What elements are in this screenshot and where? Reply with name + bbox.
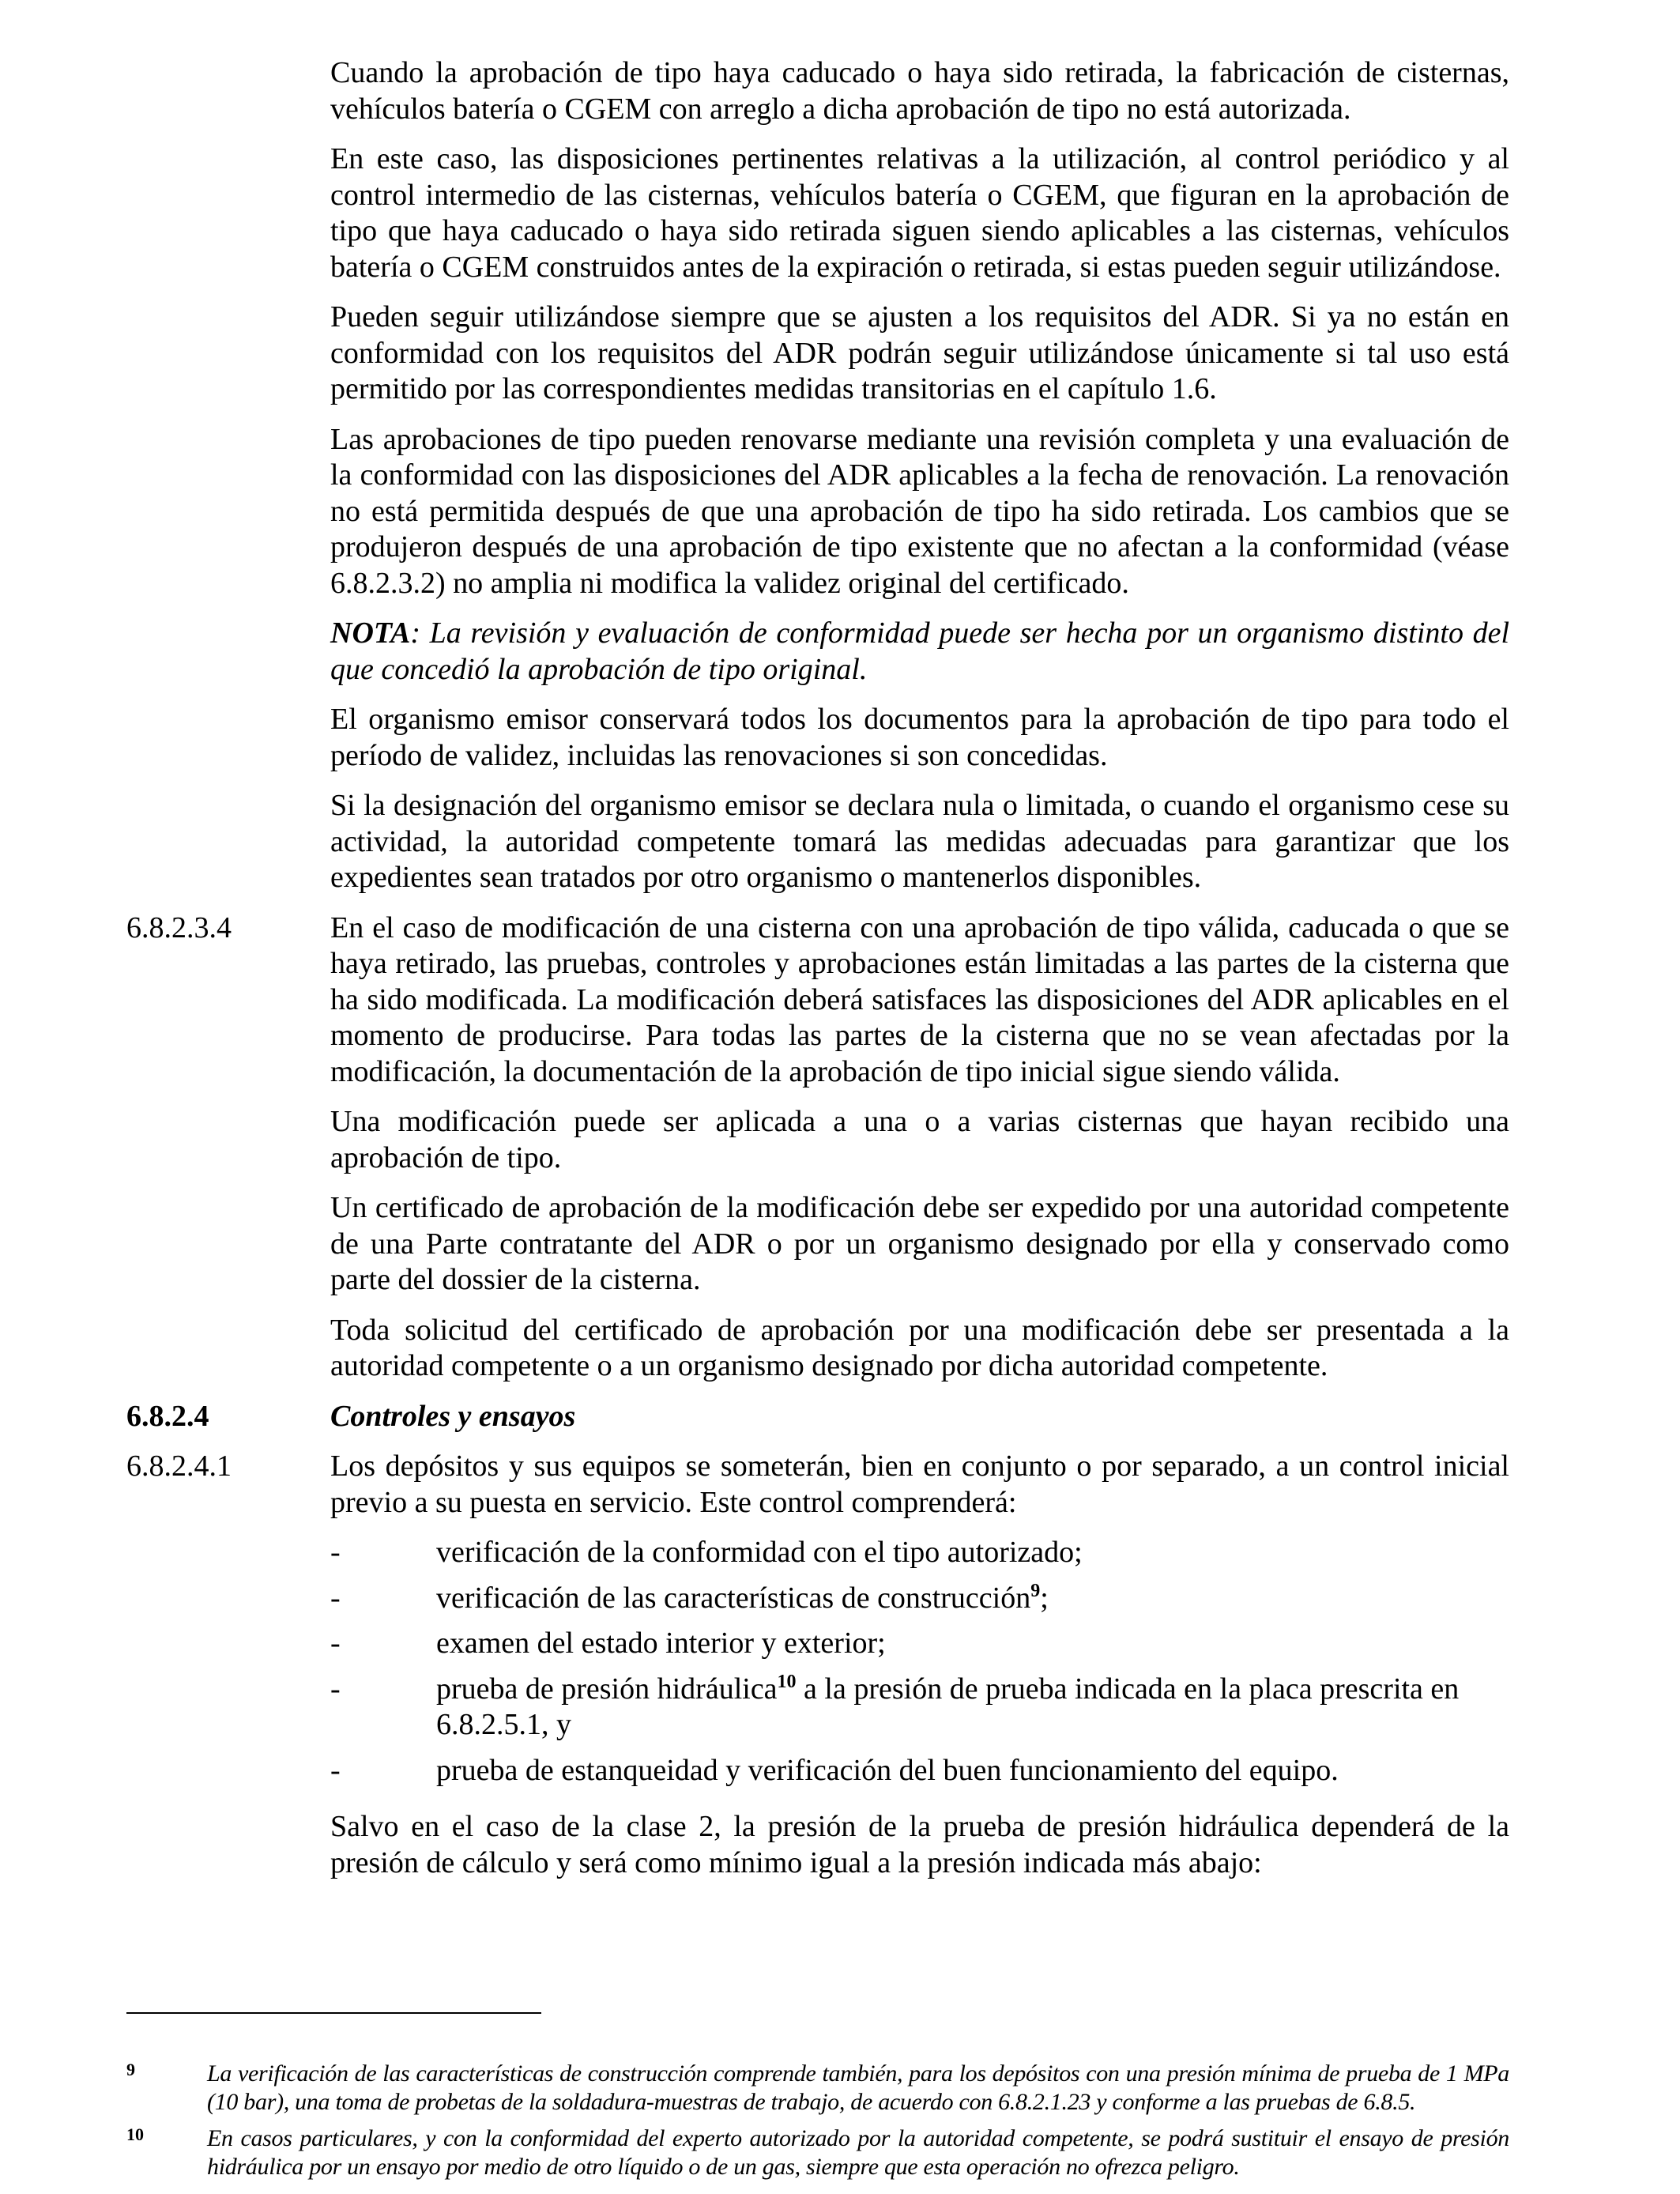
paragraph: Cuando la aprobación de tipo haya caducado o haya sido retirada, la fabricación de cisternas, vehículos batería o CGEM con arreglo a dicha aprobación de tipo no está autorizada. [330,56,1509,126]
list-item [330,1753,1509,1789]
section-6-8-2-4-1 [126,1449,1509,1521]
section-6-8-2-3-4 [126,910,1509,1091]
bullet-dash: - [330,1581,341,1615]
list-item [330,1535,1509,1571]
paragraph: Un certificado de aprobación de la modificación debe ser expedido por una autoridad competente de una Parte contratante del ADR o por un organismo designado por ella y conservado como parte del dossier de la cisterna. [330,1191,1509,1296]
heading-number: 6.8.2.4 [126,1399,209,1433]
footnote-number: 10 [126,2124,144,2144]
bullet-dash: - [330,1627,341,1660]
bullet-text: prueba de estanqueidad y verificación del buen funcionamiento del equipo. [436,1753,1339,1787]
bullet-text: examen del estado interior y exterior; [436,1627,886,1660]
paragraph: Las aprobaciones de tipo pueden renovarse mediante una revisión completa y una evaluación de la conformidad con las disposiciones del ADR aplicables a la fecha de renovación. La renovación no está permitida después de que una aprobación de tipo ha sido retirada. Los cambios que se produjeron después de una aprobación de tipo existente que no afectan a la conformidad (véase 6.8.2.3.2) no amplia ni modifica la validez original del certificado. [330,422,1509,600]
section-text: En el caso de modificación de una cisterna con una aprobación de tipo válida, caducada o que se haya retirado, las pruebas, controles y aprobaciones están limitadas a las partes de la cisterna que ha sido modificada. La modificación deberá satisfaces las disposiciones del ADR aplicables en el momento de producirse. Para todas las partes de la cisterna que no se vean afectadas por la modificación, la documentación de la aprobación de tipo inicial sigue siendo válida. [330,910,1509,1088]
section-number: 6.8.2.4.1 [126,1449,232,1483]
paragraph: En este caso, las disposiciones pertinentes relativas a la utilización, al control periódico y al control intermedio de las cisternas, vehículos batería o CGEM, que figuran en la aprobación de tipo que haya caducado o haya sido retirada siguen siendo aplicables a las cisternas, vehículos batería o CGEM construidos antes de la expiración o retirada, si estas pueden seguir utilizándose. [330,142,1509,284]
footnote-number: 9 [126,2060,135,2079]
footnotes [126,2060,1509,2189]
bullet-text-after: a la presión de prueba indicada en la placa prescrita en 6.8.2.5.1, y [436,1672,1460,1741]
footnote [126,2060,1509,2117]
document-body [126,55,1509,1895]
footnote [126,2124,1509,2181]
footnote-text: En casos particulares, y con la conformidad del experto autorizado por la autoridad competente, se podrá sustituir el ensayo de presión hidráulica por un ensayo por medio de otro líquido o de un gas, siempre que esta operación no ofrezca peligro. [207,2125,1509,2180]
paragraph: Una modificación puede ser aplicada a una o a varias cisternas que hayan recibido una aprobación de tipo. [330,1105,1509,1174]
note-text: : La revisión y evaluación de conformidad puede ser hecha por un organismo distinto del que concedió la aprobación de tipo original. [330,616,1509,686]
bullet-dash: - [330,1536,341,1569]
bullet-text: verificación de la conformidad con el tipo autorizado; [436,1536,1083,1569]
footnote-text: La verificación de las características de construcción comprende también, para los depósitos con una presión mínima de prueba de 1 MPa (10 bar), una toma de probetas de la soldadura-muestras de trabajo, de acuerdo con 6.8.2.1.23 y conforme a las pruebas de 6.8.5. [207,2060,1509,2115]
list-item [330,1672,1509,1744]
list-item [330,1581,1509,1617]
footnote-ref[interactable]: 9 [1030,1580,1041,1601]
paragraph: Salvo en el caso de la clase 2, la presión de la prueba de presión hidráulica dependerá de la presión de cálculo y será como mínimo igual a la presión indicada más abajo: [330,1810,1509,1879]
bullet-list [330,1535,1509,1789]
section-number: 6.8.2.3.4 [126,910,232,944]
heading-title: Controles y ensayos [330,1399,576,1433]
note-paragraph [330,616,1509,688]
section-text: Los depósitos y sus equipos se someterán, bien en conjunto o por separado, a un control inicial previo a su puesta en servicio. Este control comprenderá: [330,1449,1509,1519]
bullet-text: prueba de presión hidráulica [436,1672,778,1706]
bullet-dash: - [330,1672,341,1706]
bullet-dash: - [330,1753,341,1787]
note-label: NOTA [330,616,411,650]
paragraph: El organismo emisor conservará todos los documentos para la aprobación de tipo para todo el período de validez, incluidas las renovaciones si son concedidas. [330,703,1509,772]
heading-6-8-2-4 [126,1399,1509,1435]
paragraph: Si la designación del organismo emisor se declara nula o limitada, o cuando el organismo cese su actividad, la autoridad competente tomará las medidas adecuadas para garantizar que los expedientes sean tratados por otro organismo o mantenerlos disponibles. [330,789,1509,894]
paragraph: Pueden seguir utilizándose siempre que se ajusten a los requisitos del ADR. Si ya no están en conformidad con los requisitos del ADR podrán seguir utilizándose únicamente si tal uso está permitido por las correspondientes medidas transitorias en el capítulo 1.6. [330,300,1509,405]
footnote-separator [126,2012,541,2014]
bullet-text-after: ; [1040,1581,1049,1615]
paragraph: Toda solicitud del certificado de aprobación por una modificación debe ser presentada a la autoridad competente o a un organismo designado por dicha autoridad competente. [330,1313,1509,1382]
bullet-text: verificación de las características de construcción [436,1581,1031,1615]
footnote-ref[interactable]: 10 [777,1671,797,1692]
list-item [330,1626,1509,1662]
